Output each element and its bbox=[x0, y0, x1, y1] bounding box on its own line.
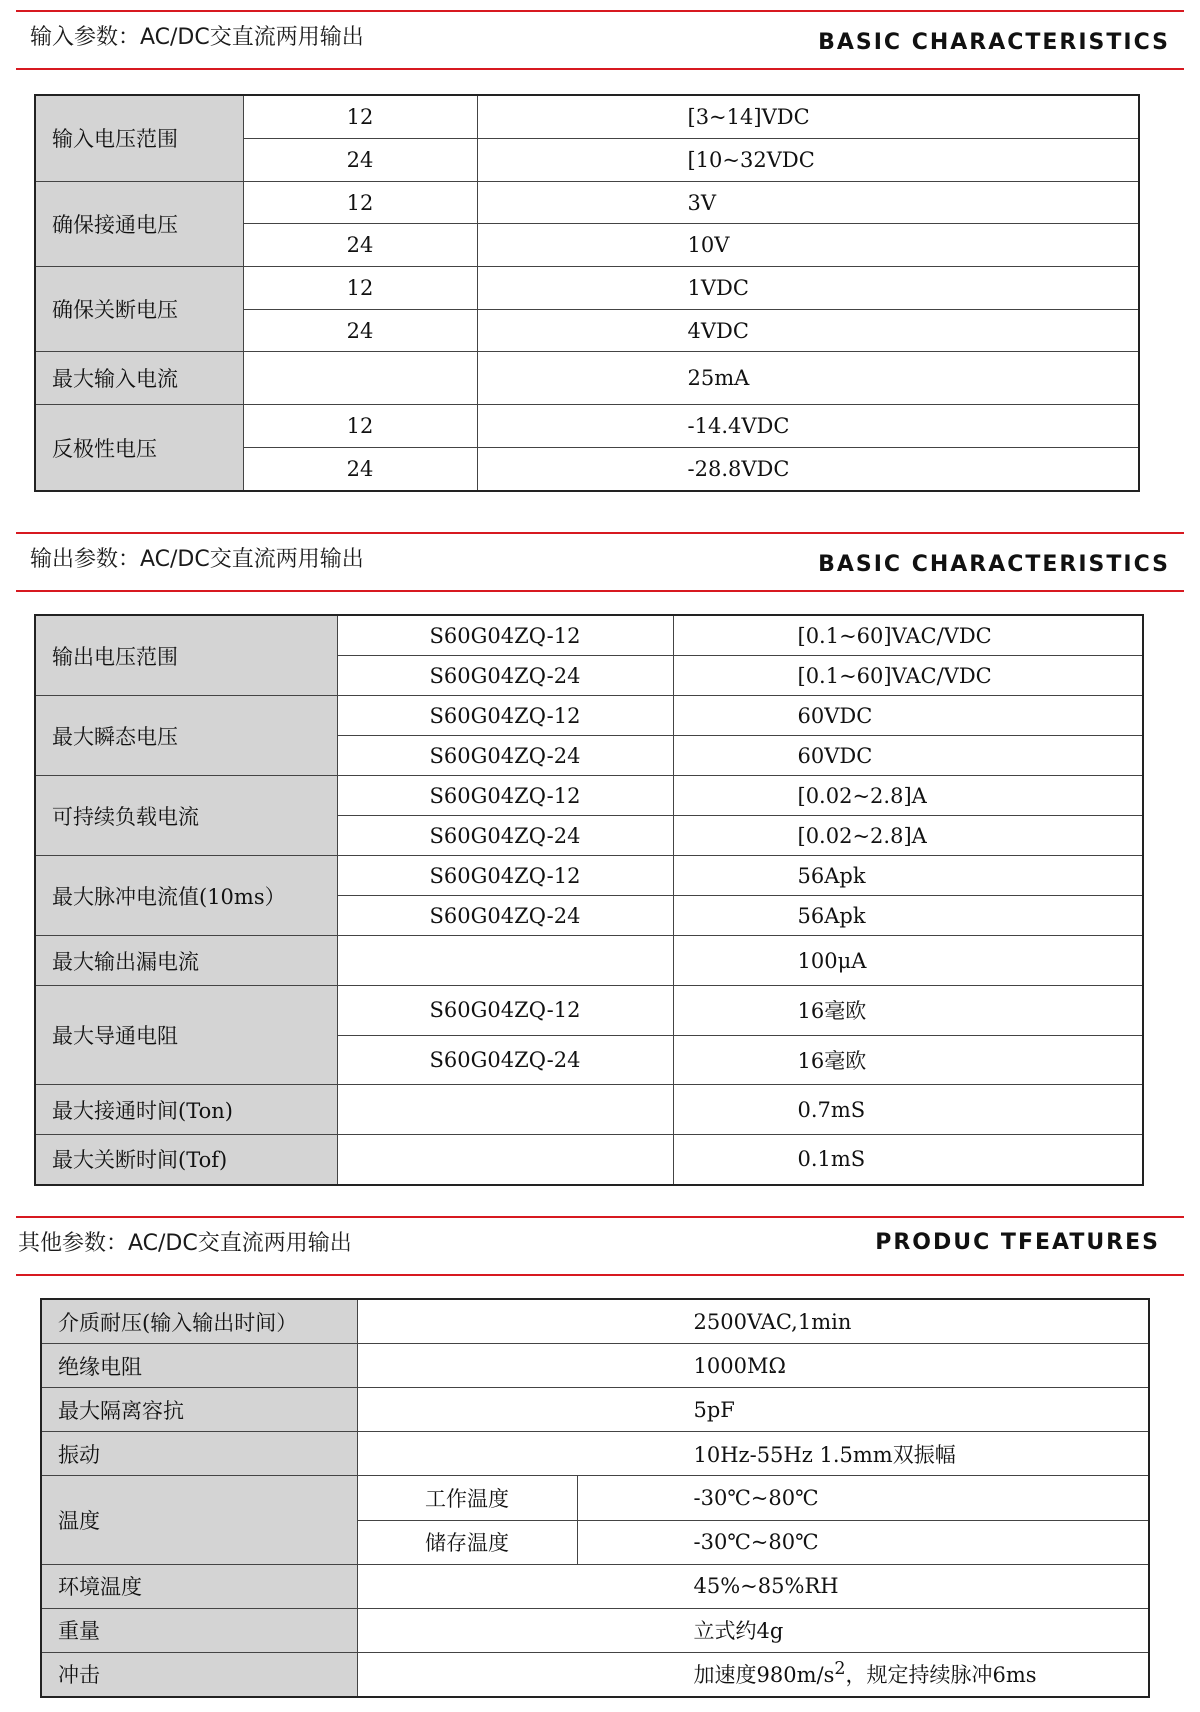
table-row bbox=[35, 181, 1139, 224]
value-cell: 60VDC bbox=[673, 696, 1143, 736]
value-cell: 56Apk bbox=[673, 896, 1143, 936]
row-label: 最大导通电阻 bbox=[35, 986, 337, 1085]
table-row bbox=[35, 986, 1143, 1036]
value-cell: 45%~85%RH bbox=[357, 1564, 1149, 1608]
value-text: 加速度980m/s bbox=[693, 1663, 835, 1688]
value-cell: -28.8VDC bbox=[477, 447, 1139, 491]
table-row bbox=[35, 405, 1139, 448]
table-row bbox=[41, 1299, 1149, 1344]
value-cell: 4VDC bbox=[477, 309, 1139, 352]
model-cell bbox=[337, 1134, 673, 1185]
model-cell: 24 bbox=[243, 447, 477, 491]
table-row bbox=[41, 1432, 1149, 1476]
model-cell: S60G04ZQ-24 bbox=[337, 656, 673, 696]
row-label: 确保接通电压 bbox=[35, 181, 243, 266]
input-spec-table bbox=[34, 94, 1140, 492]
table-row bbox=[41, 1344, 1149, 1388]
value-cell: 100μA bbox=[673, 936, 1143, 986]
value-superscript: 2 bbox=[834, 1659, 846, 1680]
model-cell: 12 bbox=[243, 267, 477, 310]
value-cell: 0.1mS bbox=[673, 1134, 1143, 1185]
value-cell: 10V bbox=[477, 224, 1139, 267]
value-cell: 16毫欧 bbox=[673, 986, 1143, 1036]
section-title-zh: 输出参数：AC/DC交直流两用输出 bbox=[30, 547, 364, 572]
row-label: 最大隔离容抗 bbox=[41, 1388, 357, 1432]
header-rule-bottom bbox=[16, 1274, 1184, 1276]
model-cell: 24 bbox=[243, 309, 477, 352]
value-cell: 56Apk bbox=[673, 856, 1143, 896]
row-label: 重量 bbox=[41, 1608, 357, 1652]
table-row bbox=[41, 1608, 1149, 1652]
value-text: ，规定持续脉冲6ms bbox=[845, 1663, 1037, 1688]
table-row bbox=[35, 776, 1143, 816]
model-cell: S60G04ZQ-12 bbox=[337, 776, 673, 816]
value-cell: 0.7mS bbox=[673, 1085, 1143, 1135]
value-cell: -30℃~80℃ bbox=[577, 1476, 1149, 1520]
row-label: 输出电压范围 bbox=[35, 615, 337, 696]
value-cell: 25mA bbox=[477, 352, 1139, 405]
output-section-header bbox=[16, 532, 1184, 592]
value-cell: [3~14]VDC bbox=[477, 95, 1139, 139]
value-cell: 5pF bbox=[357, 1388, 1149, 1432]
row-label: 最大关断时间(Tof) bbox=[35, 1134, 337, 1185]
model-cell bbox=[337, 936, 673, 986]
row-label: 反极性电压 bbox=[35, 405, 243, 491]
model-cell: S60G04ZQ-24 bbox=[337, 1035, 673, 1085]
value-cell: 1VDC bbox=[477, 267, 1139, 310]
table-row bbox=[35, 1085, 1143, 1135]
value-cell: [10~32VDC bbox=[477, 139, 1139, 182]
value-cell: -30℃~80℃ bbox=[577, 1520, 1149, 1564]
table-row bbox=[35, 696, 1143, 736]
value-cell: 10Hz-55Hz 1.5mm双振幅 bbox=[357, 1432, 1149, 1476]
table-row bbox=[35, 267, 1139, 310]
row-label: 振动 bbox=[41, 1432, 357, 1476]
model-cell: S60G04ZQ-12 bbox=[337, 696, 673, 736]
value-cell: 2500VAC,1min bbox=[357, 1299, 1149, 1344]
model-cell: S60G04ZQ-12 bbox=[337, 856, 673, 896]
section-title-en: PRODUC TFEATURES bbox=[875, 1230, 1160, 1255]
section-title-zh: 输入参数：AC/DC交直流两用输出 bbox=[30, 25, 364, 50]
section-title-zh: 其他参数：AC/DC交直流两用输出 bbox=[18, 1231, 352, 1256]
row-label: 可持续负载电流 bbox=[35, 776, 337, 856]
other-spec-table bbox=[40, 1298, 1150, 1698]
row-label: 输入电压范围 bbox=[35, 95, 243, 181]
table-row bbox=[41, 1476, 1149, 1520]
table-row bbox=[41, 1652, 1149, 1697]
value-cell: 1000MΩ bbox=[357, 1344, 1149, 1388]
value-cell bbox=[357, 1652, 1149, 1697]
value-cell: [0.1~60]VAC/VDC bbox=[673, 615, 1143, 656]
output-spec-table bbox=[34, 614, 1144, 1186]
row-label: 最大输出漏电流 bbox=[35, 936, 337, 986]
sub-label-cell: 储存温度 bbox=[357, 1520, 577, 1564]
value-cell: 16毫欧 bbox=[673, 1035, 1143, 1085]
header-rule-top bbox=[16, 1216, 1184, 1218]
row-label: 温度 bbox=[41, 1476, 357, 1564]
model-cell bbox=[337, 1085, 673, 1135]
row-label: 介质耐压(输入输出时间） bbox=[41, 1299, 357, 1344]
other-section-header bbox=[16, 1216, 1184, 1276]
table-row bbox=[41, 1388, 1149, 1432]
model-cell: 12 bbox=[243, 95, 477, 139]
model-cell: S60G04ZQ-24 bbox=[337, 896, 673, 936]
table-row bbox=[35, 352, 1139, 405]
value-cell: [0.1~60]VAC/VDC bbox=[673, 656, 1143, 696]
model-cell: 12 bbox=[243, 181, 477, 224]
value-cell: 60VDC bbox=[673, 736, 1143, 776]
table-row bbox=[35, 615, 1143, 656]
table-row bbox=[41, 1564, 1149, 1608]
sub-label-cell: 工作温度 bbox=[357, 1476, 577, 1520]
row-label: 最大瞬态电压 bbox=[35, 696, 337, 776]
table-row bbox=[35, 856, 1143, 896]
model-cell: 24 bbox=[243, 139, 477, 182]
row-label: 最大输入电流 bbox=[35, 352, 243, 405]
model-cell bbox=[243, 352, 477, 405]
header-rule-top bbox=[16, 10, 1184, 12]
row-label: 绝缘电阻 bbox=[41, 1344, 357, 1388]
value-cell: [0.02~2.8]A bbox=[673, 816, 1143, 856]
row-label: 最大脉冲电流值(10ms） bbox=[35, 856, 337, 936]
row-label: 确保关断电压 bbox=[35, 267, 243, 352]
model-cell: S60G04ZQ-12 bbox=[337, 986, 673, 1036]
value-cell: [0.02~2.8]A bbox=[673, 776, 1143, 816]
value-cell: 3V bbox=[477, 181, 1139, 224]
model-cell: 24 bbox=[243, 224, 477, 267]
header-rule-top bbox=[16, 532, 1184, 534]
section-title-en: BASIC CHARACTERISTICS bbox=[818, 552, 1170, 577]
value-cell: -14.4VDC bbox=[477, 405, 1139, 448]
section-title-en: BASIC CHARACTERISTICS bbox=[818, 30, 1170, 55]
header-rule-bottom bbox=[16, 68, 1184, 70]
table-row bbox=[35, 1134, 1143, 1185]
model-cell: S60G04ZQ-12 bbox=[337, 615, 673, 656]
input-section-header bbox=[16, 10, 1184, 70]
model-cell: S60G04ZQ-24 bbox=[337, 736, 673, 776]
model-cell: 12 bbox=[243, 405, 477, 448]
header-rule-bottom bbox=[16, 590, 1184, 592]
table-row bbox=[35, 95, 1139, 139]
model-cell: S60G04ZQ-24 bbox=[337, 816, 673, 856]
row-label: 最大接通时间(Ton) bbox=[35, 1085, 337, 1135]
row-label: 冲击 bbox=[41, 1652, 357, 1697]
row-label: 环境温度 bbox=[41, 1564, 357, 1608]
value-cell: 立式约4g bbox=[357, 1608, 1149, 1652]
table-row bbox=[35, 936, 1143, 986]
